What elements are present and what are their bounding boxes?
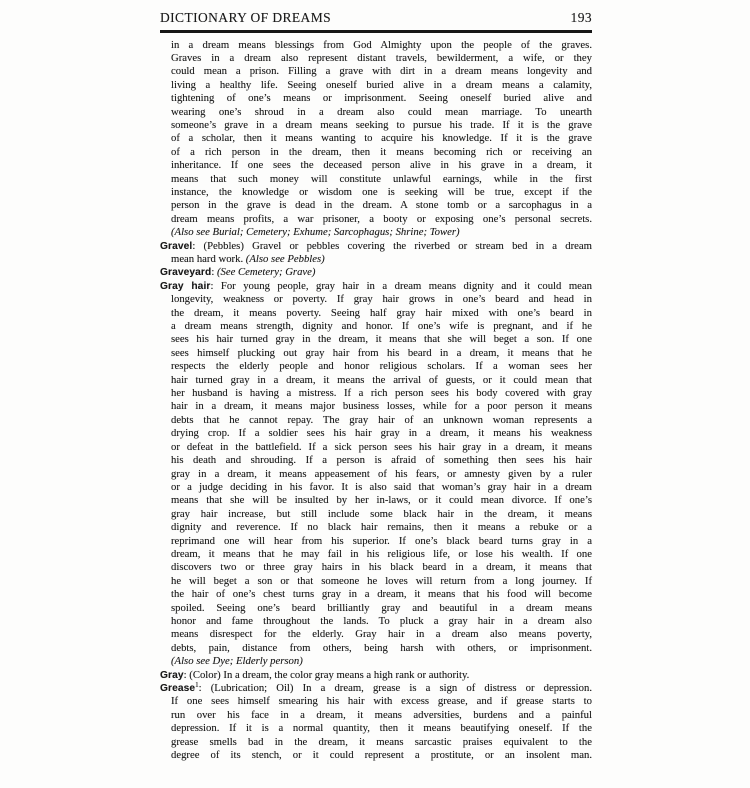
text-segment: gray in a dream, it means appeasement of his fears, or amnesty given by a ruler [171, 467, 592, 480]
text-segment: gray hair increase, but still include some black hair in the dream, it means [171, 507, 592, 520]
header-rule [160, 30, 592, 33]
text-line [160, 293, 592, 306]
text-segment: of a rich person in the dream, then it means becoming rich or receiving an [171, 145, 592, 158]
text-line [160, 213, 592, 226]
text-line [160, 548, 592, 561]
text-line [160, 481, 592, 494]
text-line [160, 468, 592, 481]
text-segment: mean hard work. [171, 253, 246, 265]
text-segment: means that such money will constitute unlawful earnings, while in the first [171, 172, 592, 185]
entry-term: Gravel [160, 240, 193, 252]
text-segment: dream means profits, a war prisoner, a booty or exposing one’s personal secrets. [171, 212, 592, 225]
text-segment: person in the grave is dead in the dream. A stone tomb or a sarcophagus in a [171, 199, 592, 212]
text-line [160, 602, 592, 615]
text-segment: or a judge deciding in his favor. It is also said that woman’s gray hair in a dream [171, 480, 592, 493]
text-segment: : (Lubrication; Oil) In a dream, grease is a sign of distress or depression. [198, 682, 592, 694]
text-segment: hair in a dream, it means major business losses, while for a poor person it means [171, 400, 592, 413]
text-segment: : (Color) In a dream, the color gray means a high rank or authority. [183, 668, 470, 681]
text-line [160, 521, 592, 534]
text-segment: debts that he cannot repay. The gray hair of an unknown woman represents a [171, 413, 592, 426]
cross-reference: (Also see Burial; Cemetery; Exhume; Sarcophagus; Shrine; Tower) [171, 226, 460, 239]
text-line [160, 333, 592, 346]
superscript: 1 [195, 681, 199, 689]
text-segment: her husband is having a mistress. If a rich person sees his body covered with gray [171, 387, 592, 400]
text-segment: tightening of one’s means or imprisonment. Seeing oneself buried alive and [171, 92, 592, 105]
text-segment: he will beget a son or that someone he loves will return from a long journey. If [171, 574, 592, 587]
text-line [160, 92, 592, 105]
text-segment: Graves in a dream also represent distant travels, bewilderment, a wife, or they [171, 51, 592, 64]
text-segment: inheritance. If one sees the deceased person alive in his grave in a dream, it [171, 159, 592, 172]
text-segment: hair turned gray in a dream, it means the arrival of guests, or it could mean that [171, 373, 592, 386]
text-line [160, 374, 592, 387]
text-line [160, 494, 592, 507]
text-segment: : [211, 266, 217, 279]
text-line [160, 561, 592, 574]
text-line [160, 575, 592, 588]
text-line [160, 441, 592, 454]
text-segment: spoiled. Seeing one’s beard brilliantly gray and beautiful in a dream means [171, 601, 592, 614]
text-line [160, 400, 592, 413]
text-line [160, 146, 592, 159]
text-line [160, 655, 592, 668]
text-line [160, 132, 592, 145]
text-segment: honor and fame throughout the lands. To pluck a gray hair in a dream also [171, 614, 592, 627]
text-segment: wearing one’s shroud in a dream also could mean marriage. To unearth [171, 105, 592, 118]
text-segment: debts, pain, distance from others, being harsh with others, or imprisonment. [171, 641, 592, 654]
page-header-title: DICTIONARY OF DREAMS [160, 10, 332, 25]
text-line [160, 414, 592, 427]
text-line [160, 669, 592, 682]
text-line [160, 588, 592, 601]
page-number: 193 [570, 10, 592, 25]
text-line [160, 159, 592, 172]
text-segment: discovers two or three gray hairs in his black beard in a dream, it means that [171, 561, 592, 574]
text-segment: sees himself plucking out gray hair from his beard in a dream, it means that he [171, 346, 592, 359]
text-line [160, 749, 592, 762]
text-line [160, 615, 592, 628]
text-line [160, 709, 592, 722]
text-segment: drying crop. If a soldier sees his hair gray in a dream, it means his weakness [171, 427, 592, 440]
text-line [160, 240, 592, 253]
text-segment: : For young people, gray hair in a dream means dignity and it could mean [210, 279, 592, 292]
cross-reference: (See Cemetery; Grave) [216, 266, 316, 279]
text-line [160, 199, 592, 212]
text-line [160, 347, 592, 360]
text-line [160, 186, 592, 199]
text-segment: living a healthy life. Seeing oneself buried alive in a dream means a calamity, [171, 78, 592, 91]
text-segment: in a dream means blessings from God Almighty upon the people of the graves. [171, 38, 592, 51]
text-line [160, 280, 592, 293]
text-line [160, 682, 592, 695]
text-line [160, 52, 592, 65]
text-segment: longevity, weakness or poverty. If gray hair grows in one’s beard and head in [171, 293, 592, 306]
cross-reference: (Also see Dye; Elderly person) [171, 655, 303, 668]
text-line [160, 65, 592, 78]
text-segment: reprimand one will hear from his superior. If one’s black beard turns gray in a [171, 534, 592, 547]
text-line [160, 387, 592, 400]
text-line [160, 173, 592, 186]
text-segment: or defeat in the battlefield. If a sick person sees his hair gray in a dream, it means [171, 440, 592, 453]
text-line [160, 360, 592, 373]
text-line [160, 454, 592, 467]
entry-term: Graveyard [160, 267, 212, 279]
dictionary-entries [160, 39, 592, 763]
entry-term: Grease [160, 683, 196, 694]
text-line [160, 119, 592, 132]
text-line [160, 320, 592, 333]
text-line [160, 722, 592, 735]
text-line [160, 535, 592, 548]
text-line [160, 253, 592, 266]
text-segment: sees his hair turned gray in the dream, it means that she will beget a son. If one [171, 333, 592, 346]
text-segment: his death and shrouding. If a person is afraid of something then sees his hair [171, 454, 592, 467]
text-segment: could mean a prison. Filling a grave with dirt in a dream means longevity and [171, 65, 592, 78]
text-line [160, 628, 592, 641]
entry-term: Gray [160, 669, 184, 681]
text-line [160, 508, 592, 521]
entry-term: Gray hair [160, 280, 211, 292]
text-segment: : (Pebbles) Gravel or pebbles covering the riverbed or stream bed in a dream [192, 239, 592, 252]
text-line [160, 695, 592, 708]
text-segment: respects the elderly people and honor religious scholars. If a woman sees her [171, 360, 592, 373]
text-line [160, 736, 592, 749]
text-line [160, 266, 592, 279]
text-line [160, 226, 592, 239]
running-header [160, 9, 592, 26]
text-segment: of a scholar, then it means wanting to acquire his knowledge. If it is the grave [171, 132, 592, 145]
text-segment: grease smells bad in the dream, it means sarcastic praises equivalent to the [171, 735, 592, 748]
text-line [160, 39, 592, 52]
text-segment: dignity and reverence. If no black hair remains, then it means a rebuke or a [171, 521, 592, 534]
text-line [160, 427, 592, 440]
text-segment: the hair of one’s chest turns gray in a dream, it means that his food will become [171, 588, 592, 601]
text-segment: degree of its stench, or it could represent a prostitute, or an insolent man. [171, 749, 592, 762]
text-segment: a dream means strength, dignity and honor. If one’s wife is pregnant, and if he [171, 320, 592, 333]
text-segment: someone’s grave in a dream means seeking to pursue his trade. If it is the grave [171, 118, 592, 131]
text-line [160, 307, 592, 320]
text-segment: means that she will be insulted by her in-laws, or it could mean divorce. If one’s [171, 494, 592, 507]
text-segment: the dream, it means poverty. Seeing half gray hair mixed with one’s beard in [171, 306, 592, 319]
text-segment: dream, it means that he may fail in his religious life, or lose his wealth. If one [171, 547, 592, 560]
text-line [160, 79, 592, 92]
text-segment: instance, the knowledge or wisdom one is seeking will be true, except if the [171, 185, 592, 198]
text-segment: means disrespect for the elderly. Gray hair in a dream also means poverty, [171, 628, 592, 641]
page-text-block [160, 9, 592, 762]
text-line [160, 642, 592, 655]
text-line [160, 106, 592, 119]
cross-reference: (Also see Pebbles) [245, 253, 325, 265]
text-segment: run over his face in a dream, it means adversities, burdens and a painful [171, 708, 592, 721]
text-segment: depression. If it is a normal quantity, then it means beautifying oneself. If the [171, 722, 592, 735]
text-segment: If one sees himself smearing his hair with excess grease, and if grease starts to [171, 695, 592, 708]
